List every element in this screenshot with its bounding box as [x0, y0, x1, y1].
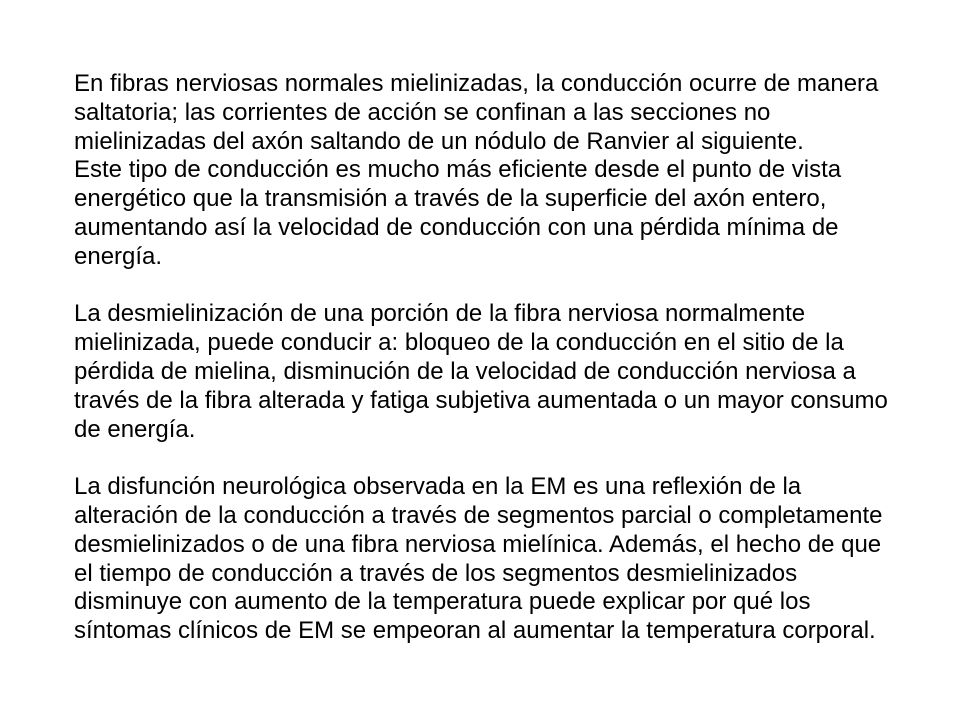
text-body	[74, 70, 934, 646]
text-line: disminuye con aumento de la temperatura puede explicar por qué los	[74, 588, 811, 616]
text-line: de energía.	[74, 415, 196, 443]
text-line: desmielinizados o de una fibra nerviosa mielínica. Además, el hecho de que	[74, 530, 882, 558]
text-line: energía.	[74, 242, 163, 270]
text-line: energético que la transmisión a través de la superficie del axón entero,	[74, 185, 827, 213]
text-line: La disfunción neurológica observada en la EM es una reflexión de la	[74, 473, 802, 501]
text-line: mielinizadas del axón saltando de un nódulo de Ranvier al siguiente.	[74, 127, 804, 155]
text-line: través de la fibra alterada y fatiga subjetiva aumentada o un mayor consumo	[74, 386, 888, 414]
text-line: el tiempo de conducción a través de los segmentos desmielinizados	[74, 559, 798, 587]
paragraph-neurological-dysfunction	[74, 473, 934, 646]
text-line: Este tipo de conducción es mucho más eficiente desde el punto de vista	[74, 156, 842, 184]
text-line: alteración de la conducción a través de segmentos parcial o completamente	[74, 501, 883, 529]
paragraph-saltatory-conduction	[74, 70, 934, 272]
text-line: síntomas clínicos de EM se empeoran al aumentar la temperatura corporal.	[74, 617, 876, 645]
text-line: En fibras nerviosas normales mielinizadas, la conducción ocurre de manera	[74, 70, 879, 97]
text-line: aumentando así la velocidad de conducción con una pérdida mínima de	[74, 213, 839, 241]
text-line: pérdida de mielina, disminución de la velocidad de conducción nerviosa a	[74, 357, 856, 385]
paragraph-demyelination	[74, 300, 934, 444]
text-line: mielinizada, puede conducir a: bloqueo de la conducción en el sitio de la	[74, 329, 844, 357]
text-line: La desmielinización de una porción de la fibra nerviosa normalmente	[74, 300, 806, 328]
text-line: saltatoria; las corrientes de acción se confinan a las secciones no	[74, 98, 771, 126]
